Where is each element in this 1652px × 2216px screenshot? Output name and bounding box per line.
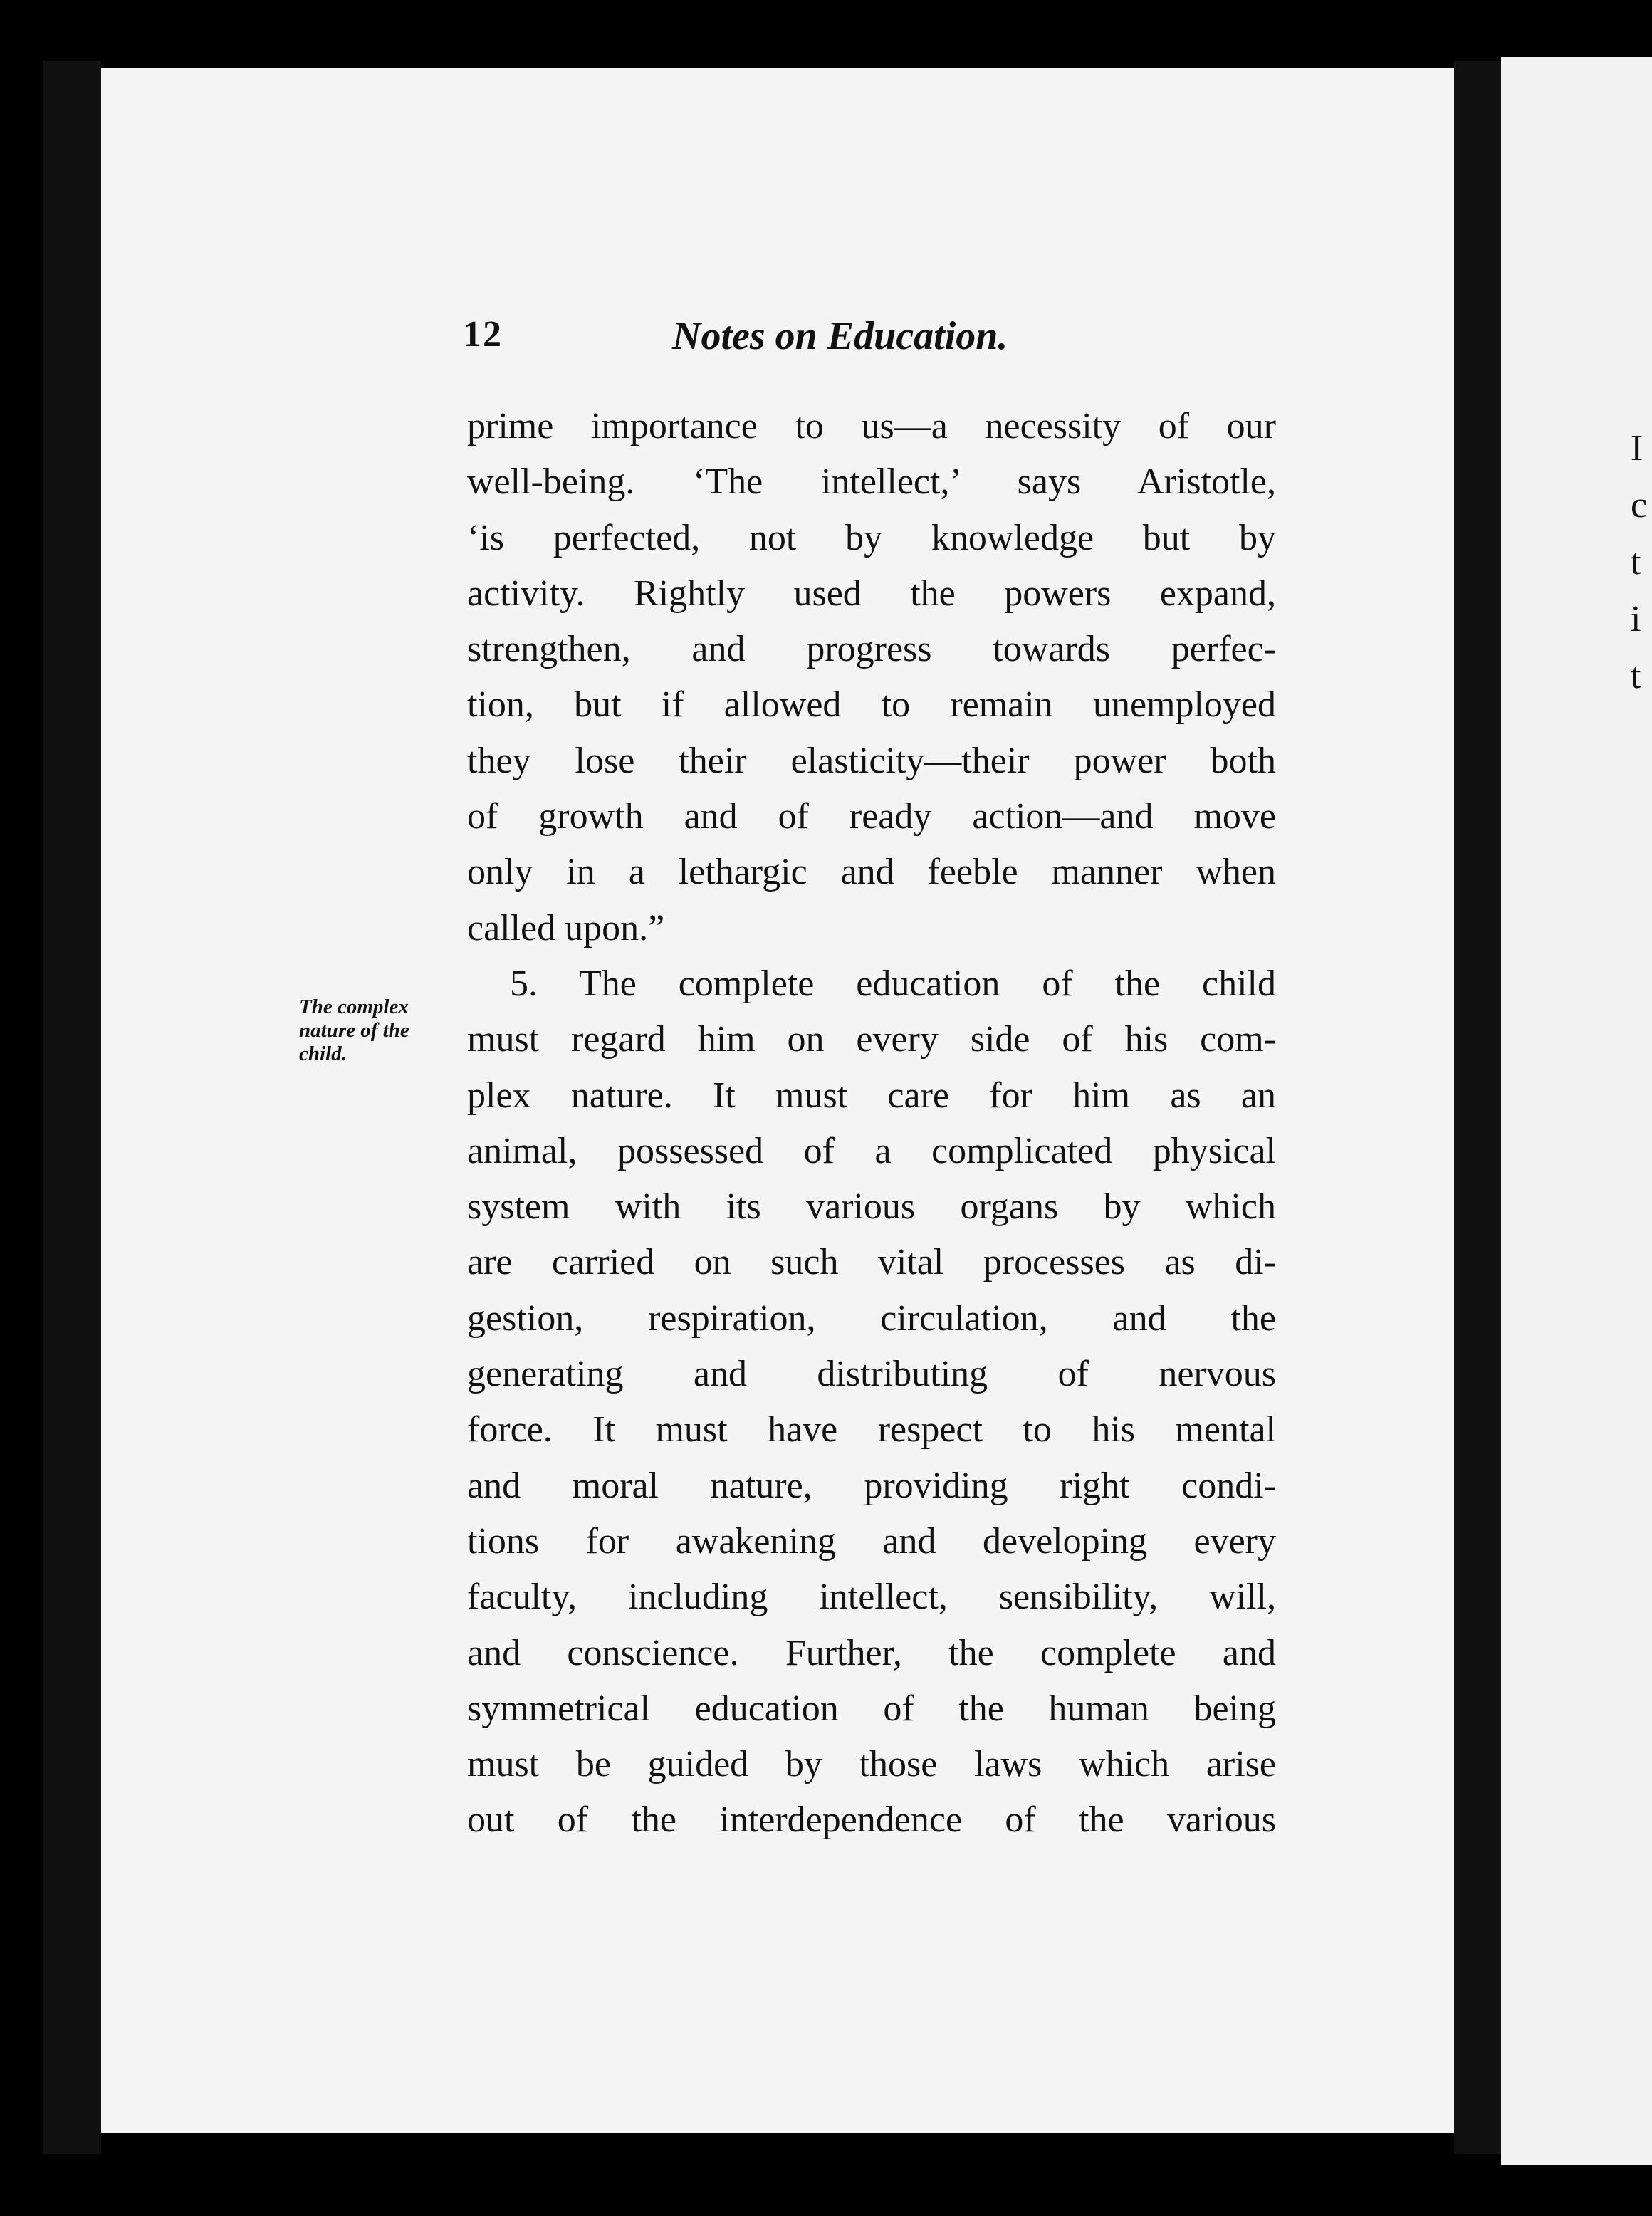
text-line: force. It must have respect to his mental — [467, 1409, 1276, 1451]
text-line: out of the interdependence of the various — [467, 1799, 1276, 1841]
text-line: tions for awakening and developing every — [467, 1520, 1276, 1562]
sidenote-line: nature of the — [299, 1019, 409, 1042]
right-page-partial — [1501, 57, 1652, 2165]
text-line: system with its various organs by which — [467, 1186, 1276, 1228]
page-number: 12 — [463, 314, 503, 355]
text-line: they lose their elasticity—their power both — [467, 740, 1276, 781]
sidenote-line: child. — [299, 1042, 347, 1065]
page-header — [463, 313, 1075, 370]
text-line: must be guided by those laws which arise — [467, 1744, 1276, 1785]
text-line: strengthen, and progress towards perfec- — [467, 629, 1276, 670]
fragment-letter: c — [1631, 485, 1648, 526]
text-line: activity. Rightly used the powers expand, — [467, 573, 1276, 614]
text-line: and conscience. Further, the complete and — [467, 1632, 1276, 1673]
text-line: called upon.” — [467, 907, 665, 948]
gutter-shadow — [1454, 61, 1501, 2154]
running-title: Notes on Education. — [672, 314, 1008, 358]
fragment-letter: t — [1631, 542, 1641, 582]
text-line: and moral nature, providing right condi- — [467, 1465, 1276, 1506]
paragraph-start-line: 5. The complete education of the child — [510, 963, 1276, 1004]
text-line: gestion, respiration, circulation, and the — [467, 1297, 1276, 1339]
body-text — [467, 399, 1276, 1849]
text-line: plex nature. It must care for him as an — [467, 1075, 1276, 1116]
text-line: only in a lethargic and feeble manner when — [467, 852, 1276, 893]
margin-sidenote — [299, 995, 456, 1066]
text-line: symmetrical education of the human being — [467, 1688, 1276, 1729]
text-line: generating and distributing of nervous — [467, 1354, 1276, 1395]
text-line: faculty, including intellect, sensibility, will, — [467, 1577, 1276, 1618]
text-line: must regard him on every side of his com- — [467, 1019, 1276, 1060]
text-line: of growth and of ready action—and move — [467, 796, 1276, 837]
text-line: ‘is perfected, not by knowledge but by — [467, 517, 1276, 558]
text-line: animal, possessed of a complicated physical — [467, 1130, 1276, 1171]
text-line: tion, but if allowed to remain unemployed — [467, 684, 1276, 726]
fragment-letter: i — [1631, 599, 1641, 639]
right-page-text-fragments — [1631, 420, 1652, 705]
text-line: prime importance to us—a necessity of our — [467, 406, 1276, 446]
fragment-letter: I — [1631, 428, 1643, 469]
text-line: well-being. ‘The intellect,’ says Aristotle, — [467, 461, 1276, 503]
sidenote-line: The complex — [299, 995, 409, 1018]
text-line: are carried on such vital processes as di- — [467, 1242, 1276, 1283]
left-book-edge — [43, 61, 101, 2154]
fragment-letter: t — [1631, 656, 1641, 696]
